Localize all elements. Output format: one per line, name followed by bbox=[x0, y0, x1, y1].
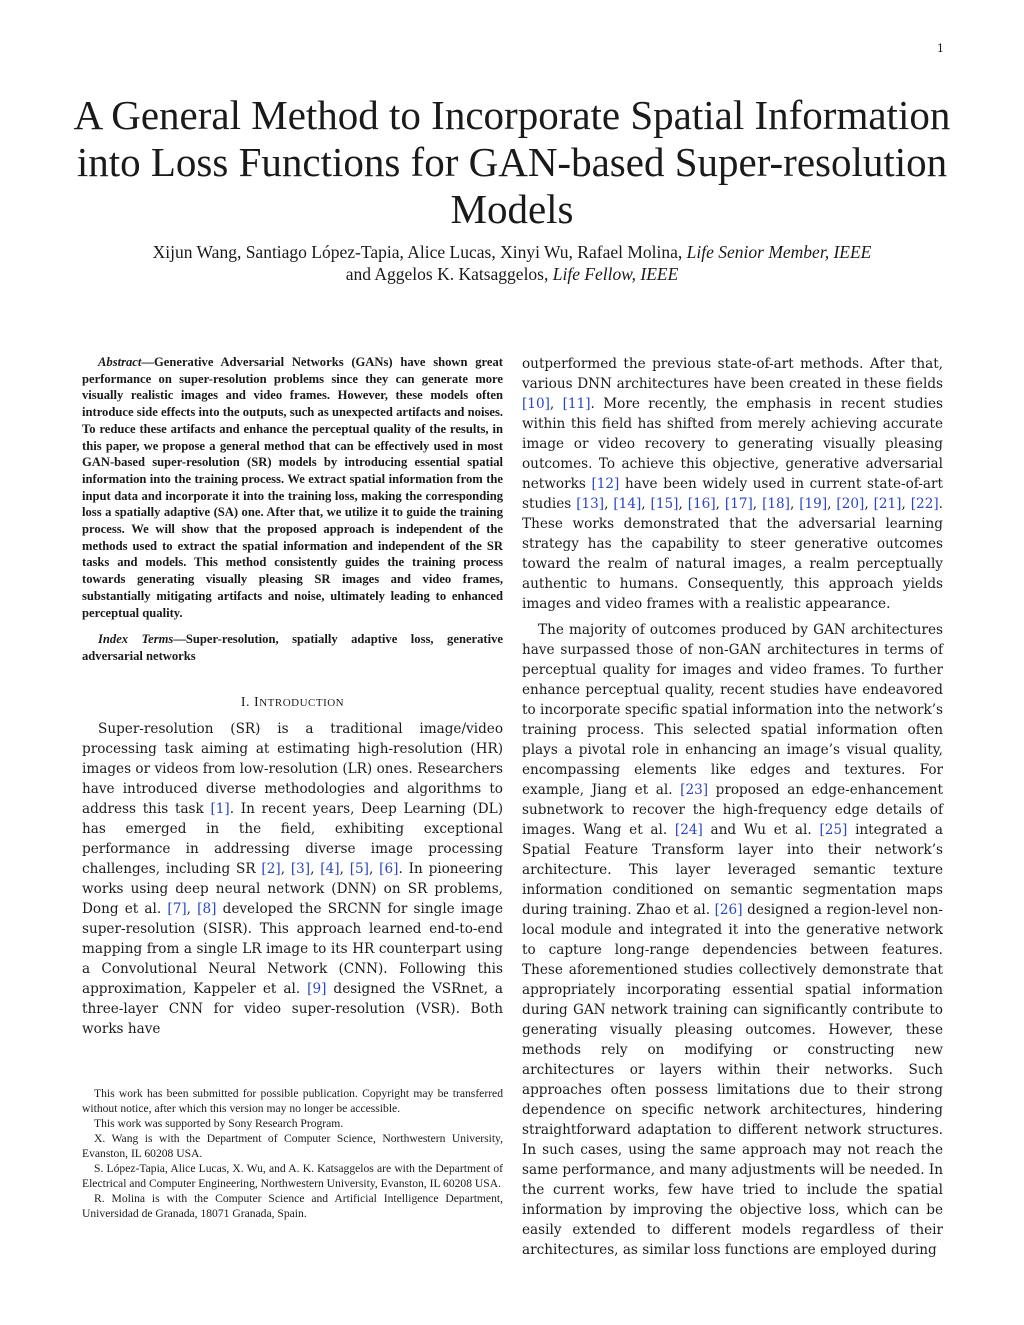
citation-link[interactable]: [11] bbox=[562, 396, 591, 412]
section-title-first-letter: I bbox=[254, 694, 260, 710]
paragraph-text: . More recently, the emphasis in recent studies within this field has shifted from merely achieving accurate image or video recovery to generating visually pleasing outcomes. To achieve this objective, generative adversarial networks bbox=[522, 396, 943, 492]
citation-link[interactable]: [9] bbox=[307, 980, 327, 997]
paragraph-text: . In pioneering works using deep neural network (DNN) on SR problems, Dong et al. bbox=[82, 860, 503, 917]
footnote-affiliation-molina: R. Molina is with the Computer Science and Artificial Intelligence Department, Universidad de Granada, 18071 Granada, Spain. bbox=[82, 1192, 503, 1220]
section-numeral: I. bbox=[240, 694, 251, 710]
citation-link[interactable]: [5] bbox=[349, 860, 369, 877]
paragraph-text: , bbox=[641, 496, 651, 512]
paragraph-text: . These works demonstrated that the adversarial learning strategy has the capability to steer generative outcomes toward the realm of natural images, a realm perceptually authentic to humans. Consequently, this approach yields images and video frames with a realistic appearance. bbox=[522, 496, 943, 612]
citation-link[interactable]: [3] bbox=[290, 860, 311, 877]
citation-link[interactable]: [18] bbox=[762, 496, 790, 512]
abstract-text: —Generative Adversarial Networks (GANs) have shown great performance on super-resolution problems since they can generate more visually realistic images and video frames. However, these models often introduce side effects into the outputs, such as unexpected artifacts and noises. To reduce these artifacts and enhance the perceptual quality of the results, in this paper, we propose a general method that can be effectively used in most GAN-based super-resolution (SR) models by introducing essential spatial information into the training process. We extract spatial information from the input data and incorporate it into the training loss, making the corresponding loss a spatially adaptive (SA) one. After that, we utilize it to guide the training process. We will show that the proposed approach is independent of the methods used to extract the spatial information and independent of the SR tasks and models. This method consistently guides the training process towards generating visually pleasing SR images and video frames, substantially mitigating artifacts and noise, ultimately leading to enhanced perceptual quality. bbox=[82, 355, 503, 620]
citation-link[interactable]: [2] bbox=[261, 860, 281, 877]
footnotes bbox=[82, 1086, 503, 1221]
citation-link[interactable]: [14] bbox=[613, 496, 642, 512]
citation-link[interactable]: [22] bbox=[910, 496, 939, 512]
citation-link[interactable]: [6] bbox=[379, 860, 399, 877]
paragraph-text: , bbox=[369, 860, 380, 877]
paragraph-text: , bbox=[901, 496, 911, 512]
citation-link[interactable]: [1] bbox=[210, 800, 230, 817]
page-number: 1 bbox=[937, 42, 944, 55]
index-terms bbox=[82, 631, 503, 664]
paragraph-text: , bbox=[339, 860, 350, 877]
author-affiliation-1: Life Senior Member, IEEE bbox=[686, 242, 872, 262]
citation-link[interactable]: [15] bbox=[650, 496, 679, 512]
index-terms-label: Index Terms bbox=[98, 632, 174, 647]
paragraph-text: Super-resolution (SR) is a traditional image/video processing task aiming at estimating high-resolution (HR) images or videos from low-resolution (LR) ones. Researchers have introduced diverse methodologies and algorithms to address this task bbox=[82, 720, 503, 817]
section-heading-introduction bbox=[82, 695, 503, 711]
author-list bbox=[60, 241, 964, 285]
paragraph-text: integrated a Spatial Feature Transform layer into their network’s architecture. This layer leveraged semantic texture information conditioned on semantic segmentation maps during training. Zhao et al. bbox=[522, 822, 944, 918]
paragraph-text: designed a region-level non-local module and integrated it into the generative network to capture long-range dependencies between features. These aforementioned studies collectively demonstrate that appropriately incorporating essential spatial information during GAN network training can significantly contribute to generating visually pleasing outcomes. However, these methods rely on modifying or constructing new architectures or layers within their networks. Such approaches often possess limitations due to their strong dependence on specific network architectures, hindering straightforward adaptation to different network structures. In such cases, using the same approach may not reach the same performance, and many adjustments will be needed. In the current works, few have tried to include the spatial information by improving the objective loss, which can be easily extended to different models regardless of their architectures, as similar loss functions are employed during bbox=[522, 902, 943, 1258]
intro-paragraph-1-continued bbox=[522, 354, 943, 614]
author-affiliation-2: Life Fellow, IEEE bbox=[552, 264, 679, 284]
section-title-rest: NTRODUCTION bbox=[259, 696, 345, 709]
paragraph-text: have been widely used in current state-of-art studies bbox=[522, 476, 943, 512]
citation-link[interactable]: [24] bbox=[674, 822, 703, 838]
citation-link[interactable]: [17] bbox=[724, 496, 753, 512]
intro-paragraph-2 bbox=[522, 620, 943, 1260]
citation-link[interactable]: [26] bbox=[714, 902, 743, 918]
paper-title: A General Method to Incorporate Spatial Information into Loss Functions for GAN-based Super-resolution Models bbox=[73, 92, 951, 232]
citation-link[interactable]: [8] bbox=[197, 900, 217, 917]
author-names-line2: and Aggelos K. Katsaggelos, bbox=[345, 264, 549, 284]
intro-paragraph-1 bbox=[82, 719, 503, 1039]
citation-link[interactable]: [21] bbox=[873, 496, 902, 512]
paragraph-text: designed the VSRnet, a three-layer CNN for video super-resolution (VSR). Both works have bbox=[82, 980, 504, 1037]
paragraph-text: and Wu et al. bbox=[702, 822, 820, 838]
citation-link[interactable]: [20] bbox=[836, 496, 865, 512]
citation-link[interactable]: [25] bbox=[819, 822, 848, 838]
paragraph-text: developed the SRCNN for single image super-resolution (SISR). This approach learned end-to-end mapping from a single LR image to its HR counterpart using a Convolutional Neural Network (CNN). Following this approximation, Kappeler et al. bbox=[82, 900, 503, 997]
footnote-copyright: This work has been submitted for possible publication. Copyright may be transferred without notice, after which this version may no longer be accessible. bbox=[82, 1087, 503, 1115]
paragraph-text: , bbox=[752, 496, 763, 512]
left-column bbox=[82, 354, 503, 1039]
citation-link[interactable]: [4] bbox=[320, 860, 340, 877]
paragraph-text: , bbox=[789, 496, 800, 512]
right-column bbox=[522, 354, 943, 1260]
citation-link[interactable]: [19] bbox=[799, 496, 828, 512]
paragraph-text: , bbox=[280, 860, 291, 877]
paragraph-text: , bbox=[715, 496, 725, 512]
index-terms-text: —Super-resolution, spatially adaptive loss, generative adversarial networks bbox=[82, 632, 504, 663]
paragraph-text: , bbox=[186, 900, 198, 917]
footnote-funding: This work was supported by Sony Research Program. bbox=[94, 1117, 344, 1130]
footnote-affiliation-northwestern: S. López-Tapia, Alice Lucas, X. Wu, and A. K. Katsaggelos are with the Department of Electrical and Computer Engineering, Northwestern University, Evanston, IL 60208 USA. bbox=[82, 1162, 503, 1190]
paragraph-text: , bbox=[549, 396, 563, 412]
citation-link[interactable]: [23] bbox=[680, 782, 709, 798]
author-names-line1: Xijun Wang, Santiago López-Tapia, Alice Lucas, Xinyi Wu, Rafael Molina, bbox=[152, 242, 683, 262]
citation-link[interactable]: [16] bbox=[687, 496, 716, 512]
citation-link[interactable]: [7] bbox=[167, 900, 187, 917]
abstract bbox=[82, 354, 503, 621]
paragraph-text: , bbox=[678, 496, 688, 512]
paragraph-text: outperformed the previous state-of-art methods. After that, various DNN architectures have been created in these fields bbox=[522, 356, 943, 392]
citation-link[interactable]: [10] bbox=[522, 396, 550, 412]
paragraph-text: . In recent years, Deep Learning (DL) has emerged in the field, exhibiting exceptional performance in addressing diverse image processing challenges, including SR bbox=[82, 800, 503, 877]
citation-link[interactable]: [12] bbox=[591, 476, 620, 492]
paragraph-text: , bbox=[827, 496, 837, 512]
paragraph-text: The majority of outcomes produced by GAN architectures have surpassed those of non-GAN architectures in terms of perceptual quality for images and video frames. To further enhance perceptual quality, recent studies have endeavored to incorporate specific spatial information into the network’s training process. This selected spatial information often plays a pivotal role in enhancing an image’s visual quality, encompassing elements like edges and textures. For example, Jiang et al. bbox=[522, 622, 943, 798]
paragraph-text: , bbox=[310, 860, 321, 877]
paragraph-text: , bbox=[604, 496, 614, 512]
paragraph-text: proposed an edge-enhancement subnetwork to recover the high-frequency edge details of images. Wang et al. bbox=[522, 782, 943, 838]
footnote-affiliation-wang: X. Wang is with the Department of Computer Science, Northwestern University, Evanston, IL 60208 USA. bbox=[82, 1132, 503, 1160]
citation-link[interactable]: [13] bbox=[576, 496, 605, 512]
abstract-label: Abstract bbox=[98, 355, 142, 369]
paragraph-text: , bbox=[864, 496, 874, 512]
